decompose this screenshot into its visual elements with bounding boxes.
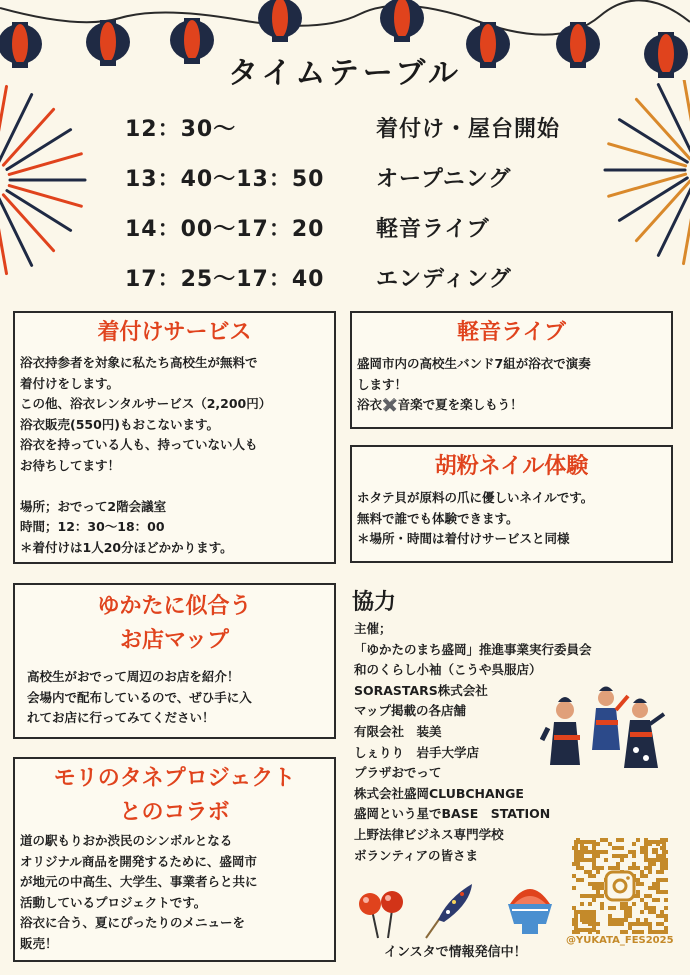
live-body <box>352 354 671 416</box>
candy-apple-icon <box>352 880 412 940</box>
chocolate-banana-icon <box>420 878 480 940</box>
credit-line: 上野法律ビジネス専門学校 <box>354 826 504 842</box>
lantern-icon <box>380 0 424 42</box>
text-line: 会場内で配布しているので、ぜひ手に入 <box>27 689 252 705</box>
collab-title: モリのタネプロジェクト <box>53 766 296 791</box>
credit-line: マップ掲載の各店舗 <box>354 703 467 719</box>
text-line: お待ちしてます！ <box>20 457 121 473</box>
map-title: ゆかたに似合う <box>97 594 252 619</box>
text-line: します！ <box>357 376 408 392</box>
text-line: 時間；12：30〜18：00 <box>20 519 165 534</box>
live-box <box>350 311 673 429</box>
text-line: 活動しているプロジェクトです。 <box>20 894 207 910</box>
text-line: ＊場所・時間は着付けサービスと同様 <box>357 531 570 546</box>
text-line: 浴衣持参者を対象に私たち高校生が無料で <box>20 355 258 370</box>
timetable-event: エンディング <box>376 267 512 292</box>
timetable-time: 14：00〜17：20 <box>125 217 325 242</box>
instagram-handle[interactable]: @YUKATA_FES2025 <box>566 935 674 946</box>
shaved-ice-icon <box>500 874 560 940</box>
timetable-event: 軽音ライブ <box>376 217 490 242</box>
page-title: タイムテーブル <box>227 56 463 91</box>
credit-line: 「ゆかたのまち盛岡」推進事業実行委員会 <box>354 641 592 657</box>
text-line: 浴衣販売(550円)もおこないます。 <box>20 416 220 432</box>
kitsuke-body <box>15 353 334 558</box>
timetable-event: オープニング <box>376 167 512 192</box>
text-line: 着付けをします。 <box>20 375 120 391</box>
timetable-time: 12：30〜 <box>125 117 237 142</box>
map-body <box>15 667 334 729</box>
kitsuke-title: 着付けサービス <box>97 320 252 345</box>
nail-title: 胡粉ネイル体験 <box>434 454 589 479</box>
text-line: ホタテ貝が原料の爪に優しいネイルです。 <box>357 490 594 505</box>
firework-right-icon <box>590 80 690 280</box>
text-line: 無料で誰でも体験できます。 <box>357 510 519 526</box>
nail-body <box>352 488 671 550</box>
nail-box <box>350 445 673 563</box>
text-line: 販売！ <box>20 935 58 951</box>
text-line: 場所；おでって2階会議室 <box>20 498 167 514</box>
yukata-dancers-icon <box>540 680 670 780</box>
text-line: この他、浴衣レンタルサービス（2,200円） <box>20 396 272 411</box>
text-line: れてお店に行ってみてください！ <box>27 710 215 725</box>
instagram-caption: インスタで情報発信中！ <box>384 945 527 960</box>
credit-line: 有限会社 装美 <box>354 723 442 739</box>
text-line: 浴衣✖️音楽で夏を楽しもう！ <box>357 397 523 412</box>
collab-title: とのコラボ <box>119 800 230 825</box>
text-line: オリジナル商品を開発するために、盛岡市 <box>20 853 257 869</box>
cooperation-title: 協力 <box>352 590 397 615</box>
lantern-icon <box>258 0 302 42</box>
firework-left-icon <box>0 80 110 280</box>
credit-line: 主催； <box>354 621 392 636</box>
map-title: お店マップ <box>119 628 230 653</box>
timetable-time: 13：40〜13：50 <box>125 167 325 192</box>
timetable-time: 17：25〜17：40 <box>125 267 325 292</box>
text-line: ＊着付けは1人20分ほどかかります。 <box>20 539 233 555</box>
text-line: 盛岡市内の高校生バンド7組が浴衣で演奏 <box>357 356 591 371</box>
kitsuke-service-box <box>13 311 336 564</box>
map-box <box>13 583 336 739</box>
text-line <box>20 476 330 497</box>
instagram-qr-code <box>572 838 668 934</box>
credit-line: ボランティアの皆さま <box>354 847 479 863</box>
live-title: 軽音ライブ <box>457 320 566 345</box>
collab-box <box>13 757 336 962</box>
credit-line: 和のくらし小袖（こうや呉服店） <box>354 662 542 678</box>
text-line: 道の駅もりおか渋民のシンボルとなる <box>20 833 233 848</box>
timetable-event: 着付け・屋台開始 <box>376 117 561 142</box>
collab-body <box>15 831 334 954</box>
text-line: 浴衣に合う、夏にぴったりのメニューを <box>20 915 246 930</box>
credit-line: SORASTARS株式会社 <box>354 682 488 698</box>
text-line: 浴衣を持っている人も、持っていない人も <box>20 437 258 452</box>
credit-line: 盛岡という星でBASE STATION <box>354 806 551 822</box>
text-line: 高校生がおでって周辺のお店を紹介！ <box>27 669 240 684</box>
text-line: が地元の中高生、大学生、事業者らと共に <box>20 874 258 889</box>
credit-line: しぇりり 岩手大学店 <box>354 744 480 760</box>
credit-line: 株式会社盛岡CLUBCHANGE <box>354 785 524 801</box>
credit-line: プラザおでって <box>354 765 442 781</box>
